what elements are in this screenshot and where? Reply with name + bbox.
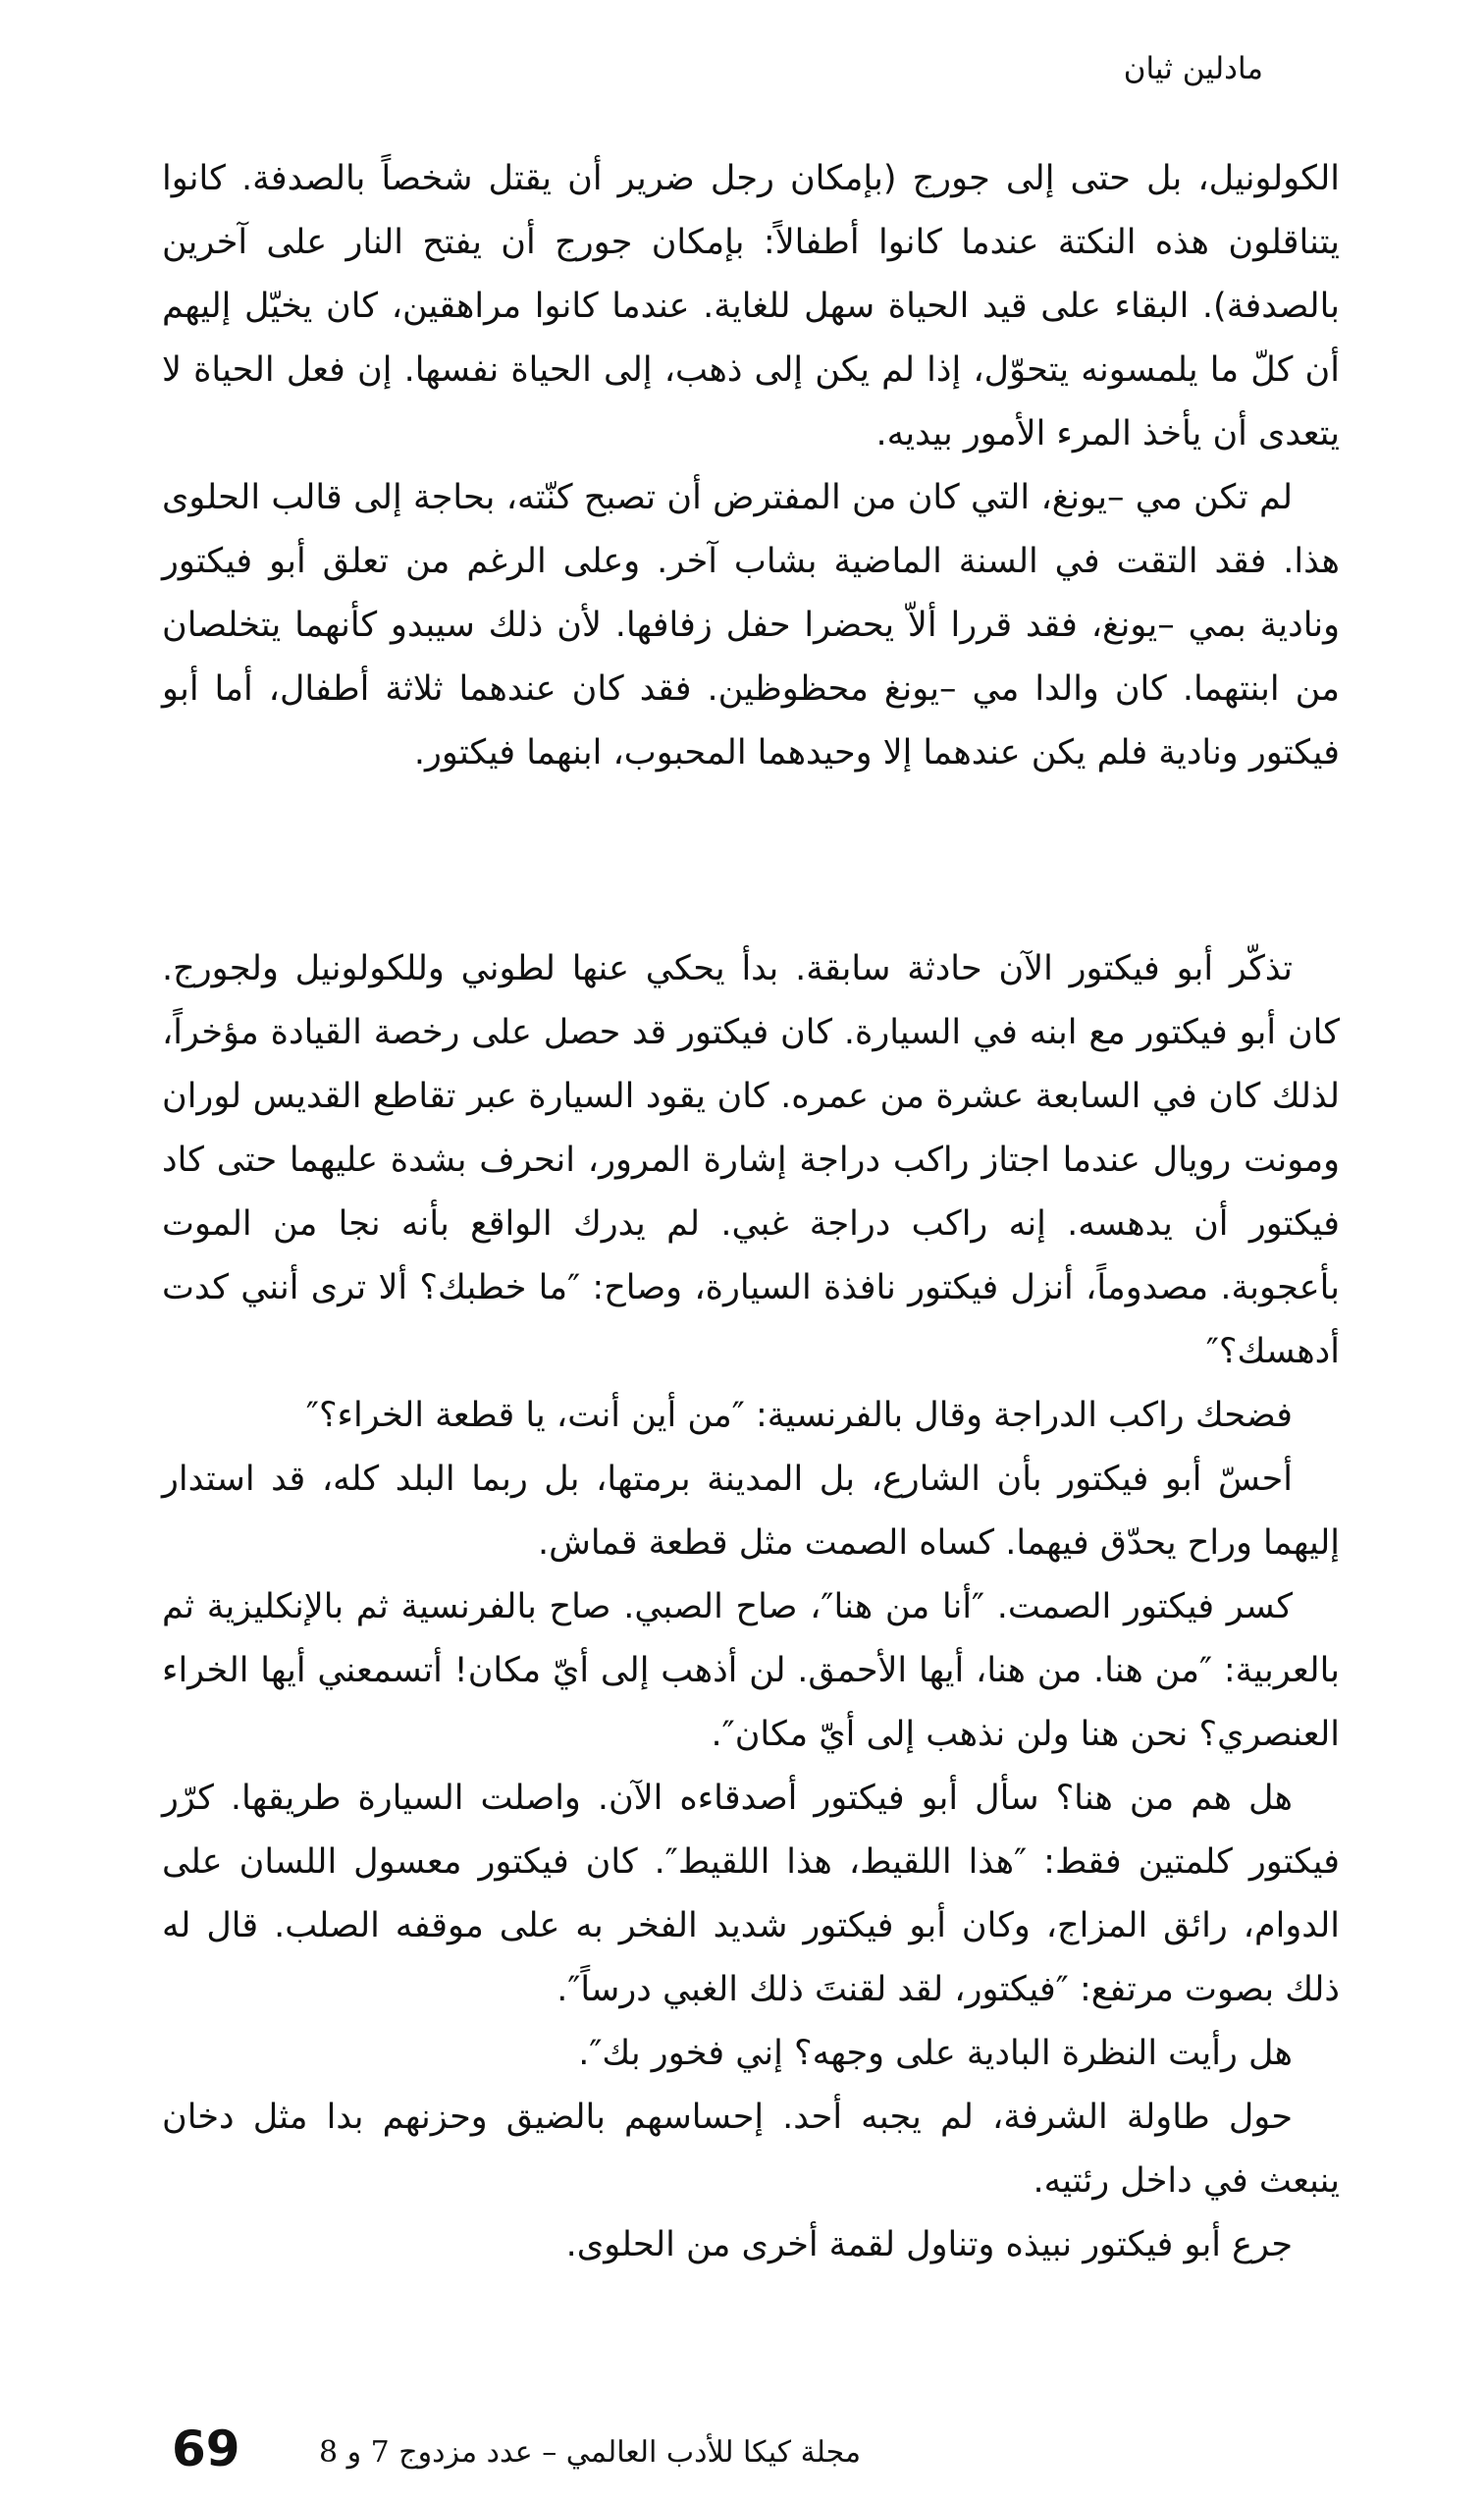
paragraph-8: هل رأيت النظرة البادية على وجهه؟ إني فخور بك″. xyxy=(578,2034,1293,2073)
page-number: 69 xyxy=(172,2421,240,2477)
paragraph-4: فضحك راكب الدراجة وقال بالفرنسية: ″من أين أنت، يا قطعة الخراء؟″ xyxy=(305,1396,1293,1435)
paragraph-9: حول طاولة الشرفة، لم يجبه أحد. إحساسهم بالضيق وحزنهم بدا مثل دخان ينبعث في داخل رئتيه. xyxy=(162,2098,1340,2201)
paragraph-1: الكولونيل، بل حتى إلى جورج (بإمكان رجل ضرير أن يقتل شخصاً بالصدفة. كانوا يتناقلون هذه النكتة عندما كانوا أطفالاً: بإمكان جورج أن يفتح النار على آخرين بالصدفة). البقاء على قيد الحياة سهل للغاية. عندما كانوا مراهقين، كان يخيّل إليهم أن كلّ ما يلمسونه يتحوّل، إذا لم يكن إلى ذهب، إلى الحياة نفسها. إن فعل الحياة لا يتعدى أن يأخذ المرء الأمور بيديه. xyxy=(162,159,1340,453)
paragraph-7: هل هم من هنا؟ سأل أبو فيكتور أصدقاءه الآن. واصلت السيارة طريقها. كرّر فيكتور كلمتين فقط: ″هذا اللقيط، هذا اللقيط″. كان فيكتور معسول اللسان على الدوام، رائق المزاج، وكان أبو فيكتور شديد الفخر به على موقفه الصلب. قال له ذلك بصوت مرتفع: ″فيكتور، لقد لقنتَ ذلك الغبي درساً″. xyxy=(162,1779,1340,2009)
body-text-bottom xyxy=(162,937,1340,2277)
paragraph-2: لم تكن مي –يونغ، التي كان من المفترض أن تصبح كنّته، بحاجة إلى قالب الحلوى هذا. فقد التقت في السنة الماضية بشاب آخر. وعلى الرغم من تعلق أبو فيكتور ونادية بمي –يونغ، فقد قررا ألاّ يحضرا حفل زفافها. لأن ذلك سيبدو كأنهما يتخلصان من ابنتهما. كان والدا مي –يونغ محظوظين. فقد كان عندهما ثلاثة أطفال، أما أبو فيكتور ونادية فلم يكن عندهما إلا وحيدهما المحبوب، ابنهما فيكتور. xyxy=(162,478,1340,772)
paragraph-10: جرع أبو فيكتور نبيذه وتناول لقمة أخرى من الحلوى. xyxy=(565,2225,1293,2264)
running-header-author: مادلين ثيان xyxy=(1123,51,1263,86)
paragraph-6: كسر فيكتور الصمت. ″أنا من هنا″، صاح الصبي. صاح بالفرنسية ثم بالإنكليزية ثم بالعربية: ″من هنا. من هنا، أيها الأحمق. لن أذهب إلى أيّ مكان! أتسمعني أيها الخراء العنصري؟ نحن هنا ولن نذهب إلى أيّ مكان″. xyxy=(162,1587,1340,1754)
body-text-top xyxy=(162,147,1340,785)
page-footer xyxy=(162,2420,1340,2488)
journal-title: مجلة كيكا للأدب العالمي – عدد مزدوج 7 و 8 xyxy=(319,2435,862,2470)
paragraph-3: تذكّر أبو فيكتور الآن حادثة سابقة. بدأ يحكي عنها لطوني وللكولونيل ولجورج. كان أبو فيكتور مع ابنه في السيارة. كان فيكتور قد حصل على رخصة القيادة مؤخراً، لذلك كان في السابعة عشرة من عمره. كان يقود السيارة عبر تقاطع القديس لوران ومونت رويال عندما اجتاز راكب دراجة إشارة المرور، انحرف بشدة عليهما حتى كاد فيكتور أن يدهسه. إنه راكب دراجة غبي. لم يدرك الواقع بأنه نجا من الموت بأعجوبة. مصدوماً، أنزل فيكتور نافذة السيارة، وصاح: ″ما خطبك؟ ألا ترى أنني كدت أدهسك؟″ xyxy=(162,949,1340,1371)
paragraph-5: أحسّ أبو فيكتور بأن الشارع، بل المدينة برمتها، بل ربما البلد كله، قد استدار إليهما وراح يحدّق فيهما. كساه الصمت مثل قطعة قماش. xyxy=(162,1460,1340,1563)
